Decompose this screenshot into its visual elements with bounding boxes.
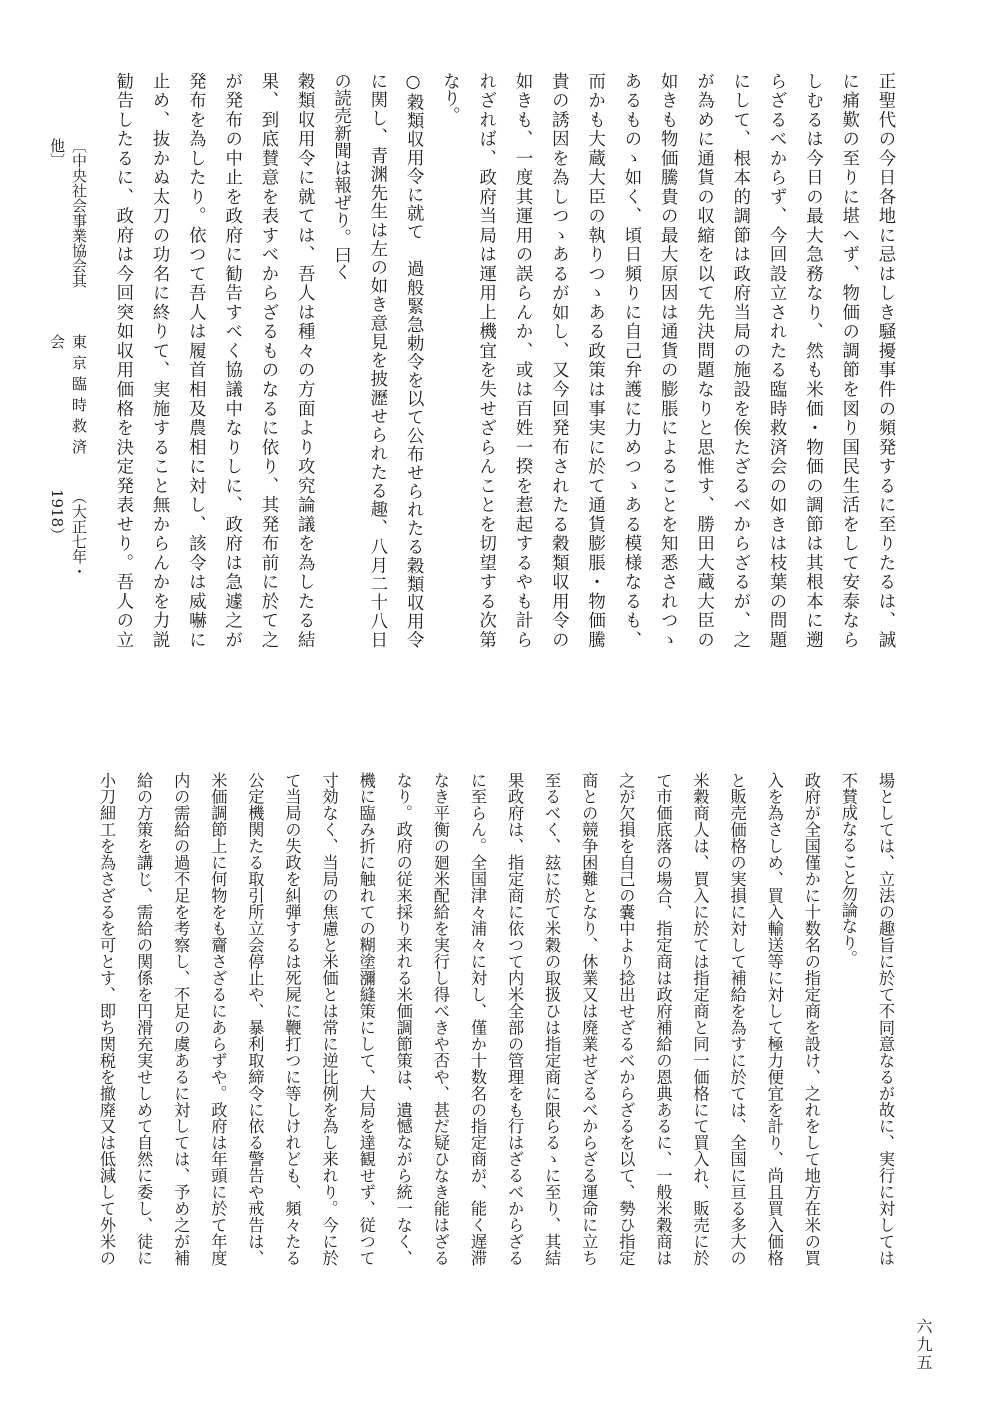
text-column: 果、到底賛意を表すべからざるものなるに依り、其発布前に於て之 <box>257 72 278 648</box>
text-column: 米価調節上に何物をも齎さざるにあらずや。政府は年頭に於て年度 <box>208 772 228 1266</box>
text-column: 如きも物価騰貴の最大原因は通貨の膨脹によることを知悉されつゝ <box>657 72 678 648</box>
text-column: 場としては、立法の趣旨に於て不同意なるが故に、実行に対しては <box>876 772 895 1266</box>
text-column: 給の方策を講じ、需給の関係を円滑充実せしめて自然に委し、徒に <box>134 772 154 1266</box>
text-column: 不賛成なること勿論なり。 <box>838 772 858 967</box>
text-column: 果政府は、指定商に依つて内米全部の管理をも行はざるべからざる <box>505 772 525 1266</box>
text-column: 公定機関たる取引所立会停止や、暴利取締令に依る警告や戒告は、 <box>245 772 265 1266</box>
text-column: 入を為さしめ、買入輸送等に対して極力便宜を計り、尚且買入価格 <box>764 772 784 1266</box>
text-column: にして、根本的調節は政府当局の施設を俟たざるべからざるが、之 <box>729 72 750 648</box>
text-column: が為めに通貨の収縮を以て先決問題なりと思惟す、勝田大蔵大臣の <box>693 72 714 648</box>
text-column: ○穀類収用令に就て 過般緊急勅令を以て公布せられたる穀類収用令 <box>403 72 424 648</box>
text-column: 正聖代の今日各地に忌はしき騒擾事件の頻発するに至りたるは、誠 <box>875 72 895 648</box>
text-column: 之が欠損を自己の嚢中より捻出せざるべからざるを以て、勢ひ指定 <box>616 772 636 1266</box>
text-column: なり。政府の従来採り来れる米価調節策は、遺憾ながら統一なく、 <box>393 772 413 1266</box>
text-column: に関し、青渊先生は左の如き意見を披瀝せられたる趣、八月二十八日 <box>366 72 387 648</box>
upper-text-block <box>104 72 903 648</box>
publisher-label: 東京臨時救済会 <box>48 334 88 461</box>
text-column: て市価底落の場合、指定商は政府補給の恩典あるに、一般米穀商は <box>653 772 673 1266</box>
text-column: 止め、抜かぬ太刀の功名に終りて、実施すること無からんかを力説 <box>149 72 170 648</box>
text-column: 内の需給の過不足を考察し、不足の虞あるに対しては、予め之が補 <box>171 772 191 1266</box>
text-column: と販売価格の実損に対して補給を為すに於ては、全国に亘る多大の <box>727 772 747 1266</box>
text-column: れざれば、政府当局は運用上機宜を失せざらんことを切望する次第 <box>475 72 496 648</box>
text-column: 寸効なく、当局の焦慮と米価とは常に逆比例を為し来れり。今に於 <box>319 772 339 1266</box>
date-label: （大正七年・1918） <box>48 488 88 579</box>
source-attribution <box>46 138 90 618</box>
text-column: 穀類収用令に就ては、吾人は種々の方面より攻究論議を為したる結 <box>294 72 315 648</box>
text-column: 貴の誘因を為しつゝあるが如し、又今回発布されたる穀類収用令の <box>548 72 569 648</box>
text-column: 発布を為したり。依つて吾人は履首相及農相に対し、該令は威嚇に <box>185 72 206 648</box>
text-column: あるものゝ如く、頃日頻りに自己弁護に力めつゝある模様なるも、 <box>620 72 641 648</box>
text-column: なき平衡の廻米配給を実行し得べきや否や、甚だ疑ひなき能はざる <box>430 772 450 1266</box>
text-column: に至らん。全国津々浦々に対し、僅か十数名の指定商が、能く遅滞 <box>467 772 487 1266</box>
text-column: に痛歎の至りに堪へず、物価の調節を図り国民生活をして安泰なら <box>838 72 859 648</box>
text-column: なり。 <box>439 72 460 125</box>
text-column: 米穀商人は、買入に於ては指定商と同一価格にて買入れ、販売に於 <box>690 772 710 1266</box>
text-column: が発布の中止を政府に勧告すべく協議中なりしに、政府は急遽之が <box>221 72 242 648</box>
text-column: て当局の失政を糾弾するは死屍に鞭打つに等しけれども、頻々たる <box>282 772 302 1266</box>
text-column: らざるべからず、今回設立されたる臨時救済会の如きは枝葉の問題 <box>766 72 787 648</box>
page-number: 六九五 <box>914 1318 933 1372</box>
text-column: 小刀細工を為さざるを可とす、即ち関税を撤廃又は低減して外米の <box>97 772 117 1266</box>
text-column: の読売新聞は報ぜり。曰く <box>330 72 351 281</box>
source-label: 〔中央社会事業協会其他〕 <box>48 138 88 288</box>
lower-text-block <box>88 772 904 1266</box>
text-column: しむるは今日の最大急務なり、然も米価・物価の調節は其根本に遡 <box>802 72 823 648</box>
text-column: 如きも、一度其運用の誤らんか、或は百姓一揆を惹起するやも計ら <box>512 72 533 648</box>
text-column: 而かも大蔵大臣の執りつゝある政策は事実に於て通貨膨脹・物価騰 <box>584 72 605 648</box>
text-column: 至るべく、玆に於て米穀の取扱ひは指定商に限らるゝに至り、其結 <box>542 772 562 1266</box>
text-column: 機に臨み折に触れての糊塗瀰縫策にして、大局を達観せず、従つて <box>356 772 376 1266</box>
text-column: 政府が全国僅かに十数名の指定商を設け、之れをして地方在米の買 <box>801 772 821 1266</box>
text-column: 勧告したるに、政府は今回突如収用価格を決定発表せり。吾人の立 <box>112 72 133 648</box>
text-column: 商との競争困難となり、休業又は廃業せざるべからざる運命に立ち <box>579 772 599 1266</box>
